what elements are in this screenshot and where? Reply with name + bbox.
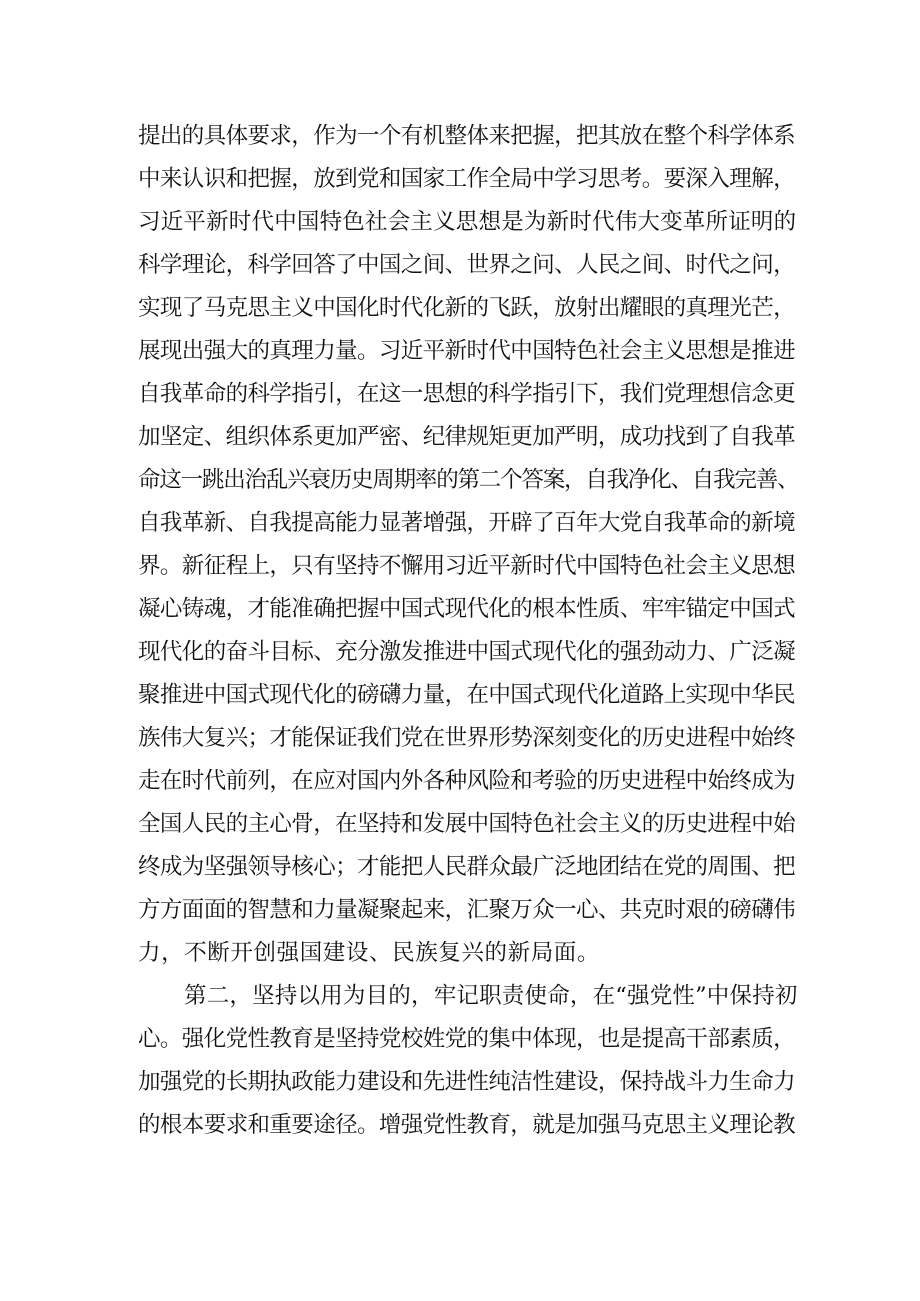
text-line: 实现了马克思主义中国化时代化新的飞跃，放射出耀眼的真理光芒，	[138, 295, 796, 321]
text-line: 中来认识和把握，放到党和国家工作全局中学习思考。要深入理解，	[138, 166, 796, 192]
text-line: 心。强化党性教育是坚持党校姓党的集中体现，也是提高干部素质，	[138, 1026, 796, 1052]
text-line: 展现出强大的真理力量。习近平新时代中国特色社会主义思想是推进	[138, 338, 796, 364]
text-line: 方方面面的智慧和力量凝聚起来，汇聚万众一心、共克时艰的磅礴伟	[138, 897, 796, 923]
text-line: 界。新征程上，只有坚持不懈用习近平新时代中国特色社会主义思想	[138, 553, 796, 579]
text-line: 力，不断开创强国建设、民族复兴的新局面。	[138, 940, 601, 966]
text-line: 自我革命的科学指引，在这一思想的科学指引下，我们党理想信念更	[138, 381, 796, 407]
text-line: 习近平新时代中国特色社会主义思想是为新时代伟大变革所证明的	[138, 209, 797, 235]
text-line: 现代化的奋斗目标、充分激发推进中国式现代化的强劲动力、广泛凝	[138, 639, 796, 665]
text-line: 聚推进中国式现代化的磅礴力量，在中国式现代化道路上实现中华民	[138, 682, 796, 708]
text-line: 凝心铸魂，才能准确把握中国式现代化的根本性质、牢牢锚定中国式	[138, 596, 796, 622]
text-line: 的根本要求和重要途径。增强党性教育，就是加强马克思主义理论教	[138, 1112, 796, 1138]
text-line: 族伟大复兴；才能保证我们党在世界形势深刻变化的历史进程中始终	[138, 725, 796, 751]
text-line: 全国人民的主心骨，在坚持和发展中国特色社会主义的历史进程中始	[138, 811, 796, 837]
text-line: 命这一跳出治乱兴衰历史周期率的第二个答案，自我净化、自我完善、	[138, 467, 799, 493]
text-line: 走在时代前列，在应对国内外各种风险和考验的历史进程中始终成为	[138, 768, 796, 794]
text-line: 自我革新、自我提高能力显著增强，开辟了百年大党自我革命的新境	[138, 510, 796, 536]
text-line: 加强党的长期执政能力建设和先进性纯洁性建设，保持战斗力生命力	[138, 1069, 796, 1095]
text-line: 终成为坚强领导核心；才能把人民群众最广泛地团结在党的周围、把	[138, 854, 796, 880]
text-line: 提出的具体要求，作为一个有机整体来把握，把其放在整个科学体系	[138, 123, 796, 149]
text-line: 加坚定、组织体系更加严密、纪律规矩更加严明，成功找到了自我革	[138, 424, 796, 450]
text-line: 科学理论，科学回答了中国之间、世界之问、人民之间、时代之问，	[138, 252, 796, 278]
paragraph-start-line: 第二，坚持以用为目的，牢记职责使命，在“强党性”中保持初	[184, 983, 798, 1009]
